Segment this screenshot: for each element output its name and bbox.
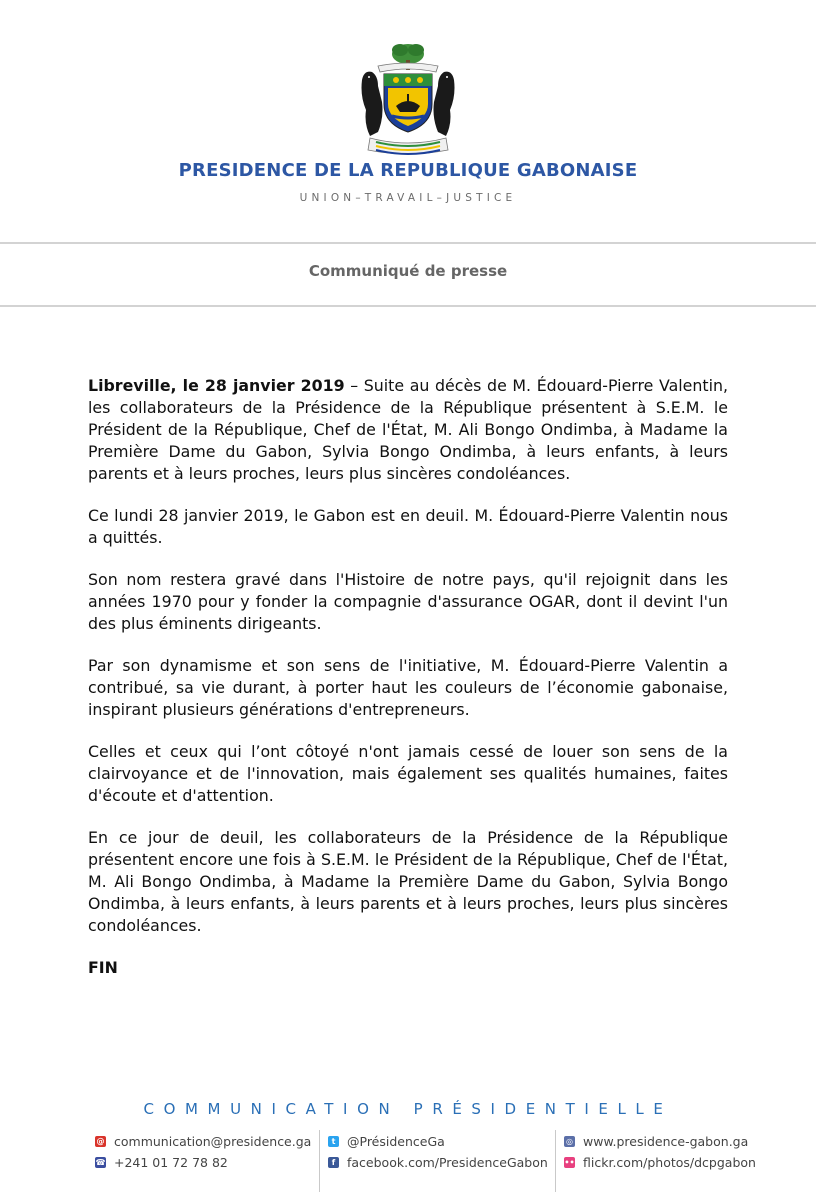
motto: UNION–TRAVAIL–JUSTICE xyxy=(299,192,517,204)
paragraph-1 xyxy=(88,375,728,485)
footer-flickr-row[interactable] xyxy=(564,1153,755,1172)
dateline: Libreville, le 28 janvier 2019 xyxy=(88,376,345,395)
footer-column-contact xyxy=(95,1130,315,1192)
footer-facebook-row[interactable] xyxy=(328,1153,548,1172)
footer-contacts xyxy=(95,1130,756,1192)
footer-twitter[interactable]: @PrésidenceGa xyxy=(347,1134,445,1149)
footer-title: COMMUNICATION PRÉSIDENTIELLE xyxy=(143,1100,673,1118)
press-release-body xyxy=(88,375,728,999)
footer-website[interactable]: www.presidence-gabon.ga xyxy=(583,1134,749,1149)
divider-bottom xyxy=(0,305,816,307)
footer-email-row[interactable] xyxy=(95,1132,315,1151)
footer-phone: +241 01 72 78 82 xyxy=(114,1155,228,1170)
paragraph-4: Par son dynamisme et son sens de l'initiative, M. Édouard-Pierre Valentin a contribué, sa vie durant, à porter haut les couleurs de l’économie gabonaise, inspirant plusieurs générations d'entrepreneurs. xyxy=(88,656,728,719)
document-type: Communiqué de presse xyxy=(308,262,508,280)
paragraph-5: Celles et ceux qui l’ont côtoyé n'ont jamais cessé de louer son sens de la clairvoyance et de l'innovation, mais également ses qualités humaines, faites d'écoute et d'attention. xyxy=(88,742,728,805)
footer-column-social xyxy=(319,1130,548,1192)
footer-column-web xyxy=(555,1130,755,1192)
footer-phone-row xyxy=(95,1153,315,1172)
page-title: PRESIDENCE DE LA REPUBLIQUE GABONAISE xyxy=(178,160,638,181)
phone-icon: ☎ xyxy=(95,1157,106,1167)
flickr-icon: •• xyxy=(564,1157,575,1167)
footer-flickr[interactable]: flickr.com/photos/dcpgabon xyxy=(583,1155,756,1170)
email-icon: @ xyxy=(96,1136,105,1146)
divider-top xyxy=(0,242,816,244)
end-marker: FIN xyxy=(88,958,118,977)
footer-facebook[interactable]: facebook.com/PresidenceGabon xyxy=(347,1155,548,1170)
coat-of-arms-icon xyxy=(356,40,460,158)
paragraph-2: Ce lundi 28 janvier 2019, le Gabon est en deuil. M. Édouard-Pierre Valentin nous a quittés. xyxy=(88,506,728,547)
paragraph-6: En ce jour de deuil, les collaborateurs de la Présidence de la République présentent encore une fois à S.E.M. le Président de la République, Chef de l'État, M. Ali Bongo Ondimba, à Madame la Première Dame du Gabon, Sylvia Bongo Ondimba, à leurs enfants, à leurs parents et à leurs proches, leurs plus sincères condoléances. xyxy=(88,828,728,935)
globe-icon: ◎ xyxy=(564,1136,575,1147)
paragraph-1-text: – Suite au décès de M. Édouard-Pierre Valentin, les collaborateurs de la Présidence de la République présentent à S.E.M. le Président de la République, Chef de l'État, M. Ali Bongo Ondimba, à Madame la Première Dame du Gabon, Sylvia Bongo Ondimba, à leurs enfants, à leurs parents et à leurs proches, leurs plus sincères condoléances. xyxy=(88,376,728,483)
facebook-icon: f xyxy=(328,1157,339,1168)
twitter-icon: t xyxy=(328,1136,339,1147)
footer-website-row[interactable] xyxy=(564,1132,755,1151)
footer-email[interactable]: communication@presidence.ga xyxy=(114,1134,312,1149)
paragraph-3: Son nom restera gravé dans l'Histoire de notre pays, qu'il rejoignit dans les années 1970 pour y fonder la compagnie d'assurance OGAR, dont il devint l'un des plus éminents dirigeants. xyxy=(88,570,728,633)
footer-twitter-row[interactable] xyxy=(328,1132,539,1151)
